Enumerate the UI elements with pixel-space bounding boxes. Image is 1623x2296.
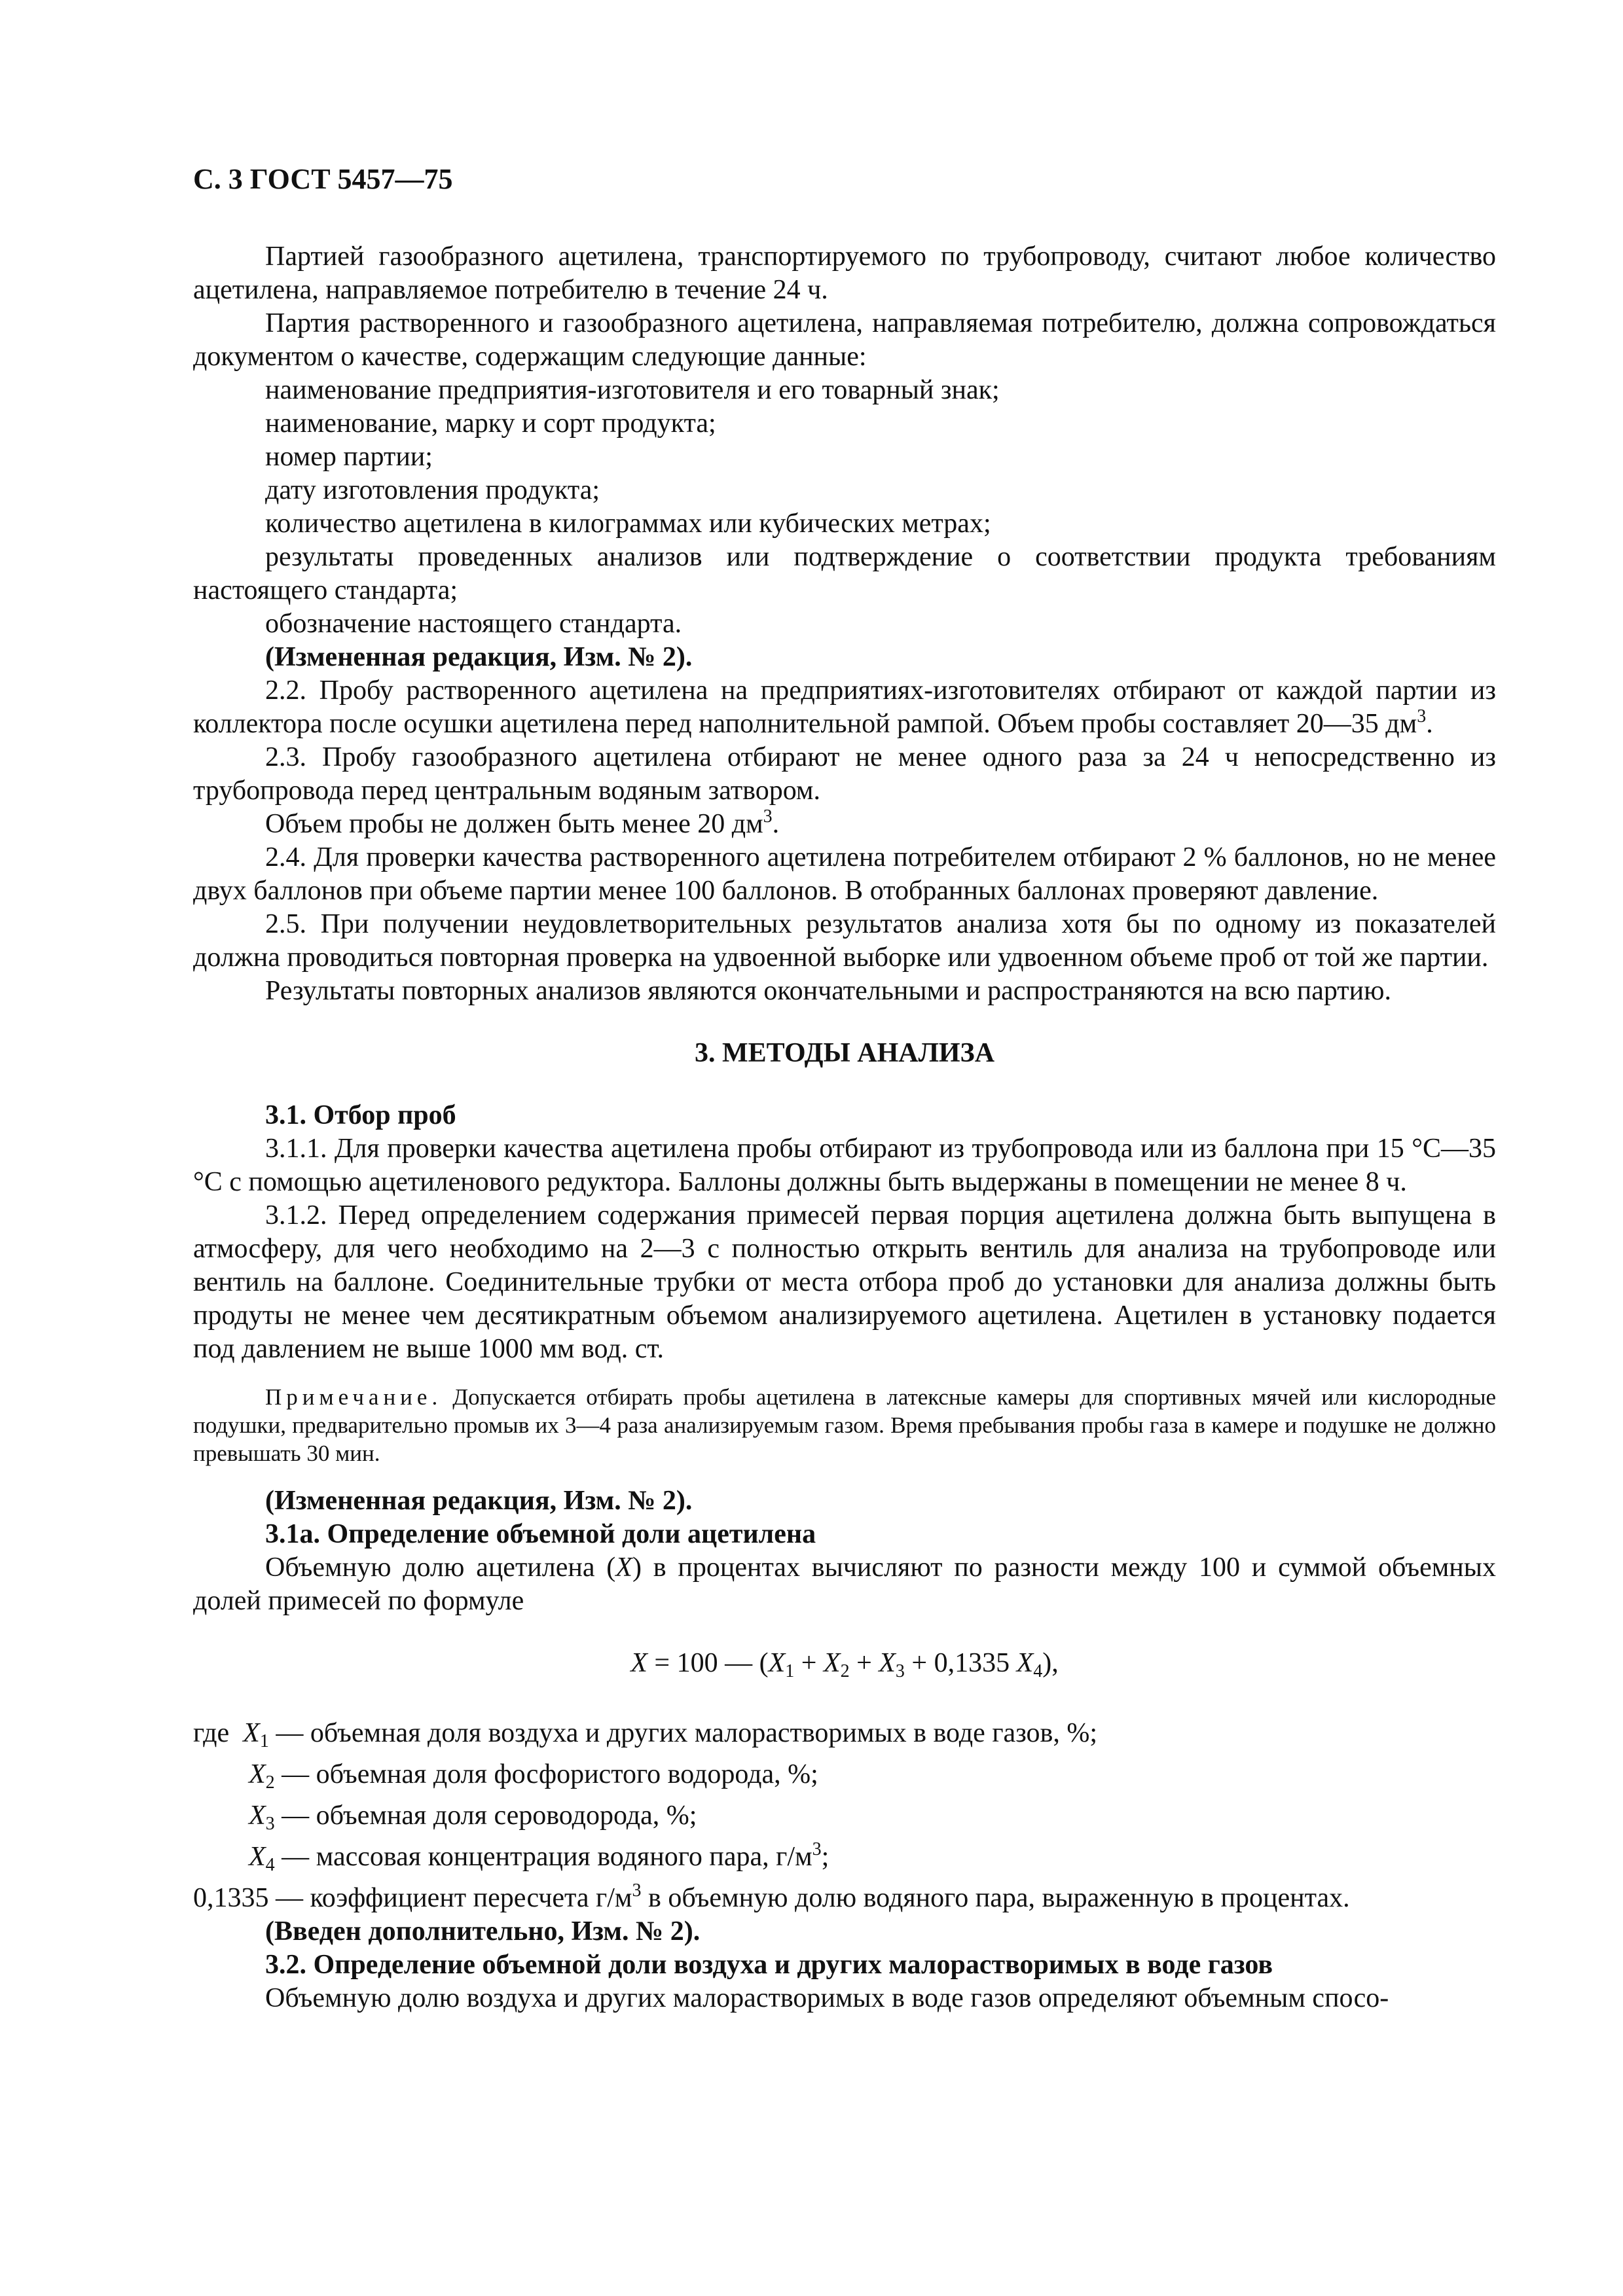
- list-item: дату изготовления продукта;: [265, 475, 600, 505]
- page-header: С. 3 ГОСТ 5457—75: [193, 163, 453, 195]
- paragraph-3-1-1: 3.1.1. Для проверки качества ацетилена пробы отбирают из трубопровода или из баллона при 15 °С—35 °С с помощью ацетиленового редуктора. Баллоны должны быть выдержаны в помещении не менее 8 ч.: [193, 1134, 1496, 1197]
- paragraph-3-2: Объемную долю воздуха и других малорастворимых в воде газов определяют объемным спосо-: [265, 1983, 1389, 2013]
- subsection-heading-3-1: 3.1. Отбор проб: [265, 1100, 456, 1130]
- paragraph-batch-document: Партия растворенного и газообразного ацетилена, направляемая потребителю, должна сопровождаться документом о качестве, содержащим следующие данные:: [193, 308, 1496, 372]
- paragraph-3-1-2: 3.1.2. Перед определением содержания примесей первая порция ацетилена должна быть выпущена в атмосферу, для чего необходимо на 2—3 с полностью открыть вентиль для анализа на трубопроводе или вентиль на баллоне. Соединительные трубки от места отбора проб до установки для анализа должны быть продуты не менее чем десятикратным объемом анализируемого ацетилена. Ацетилен в установку подается под давлением не выше 1000 мм вод. ст.: [193, 1200, 1496, 1364]
- paragraph-2-5: 2.5. При получении неудовлетворительных результатов анализа хотя бы по одному из показателей должна проводиться повторная проверка на удвоенной выборке или удвоенном объеме проб от той же партии.: [193, 909, 1496, 973]
- note-text: Допускается отбирать пробы ацетилена в латексные камеры для спортивных мячей или кислородные подушки, предварительно промыв их 3—4 раза анализируемым газом. Время пребывания пробы газа в камере и подушке не должно превышать 30 мин.: [193, 1384, 1496, 1466]
- section-title: 3. МЕТОДЫ АНАЛИЗА: [694, 1038, 995, 1068]
- paragraph-batch-gaseous: Партией газообразного ацетилена, транспортируемого по трубопроводу, считают любое количество ацетилена, направляемое потребителю в течение 24 ч.: [193, 242, 1496, 305]
- revision-note: (Измененная редакция, Изм. № 2).: [265, 1486, 693, 1516]
- document-body: [193, 240, 1496, 2015]
- paragraph-2-3-volume: Объем пробы не должен быть менее 20 $дм^3$.: [265, 806, 780, 839]
- subsection-heading-3-1a: 3.1а. Определение объемной доли ацетилена: [265, 1519, 816, 1549]
- list-item: количество ацетилена в килограммах или кубических метрах;: [265, 509, 991, 539]
- paragraph-2-4: 2.4. Для проверки качества растворенного ацетилена потребителем отбирают 2 % баллонов, но не менее двух баллонов при объеме партии менее 100 баллонов. В отобранных баллонах проверяют давление.: [193, 842, 1496, 906]
- coefficient-definition: 0,1335 — коэффициент пересчета $г/м^3$ в объемную долю водяного пара, выраженную в процентах.: [193, 1880, 1350, 1913]
- definition-row: $X_3$ — объемная доля сероводорода, %;: [249, 1801, 697, 1834]
- revision-note: (Введен дополнительно, Изм. № 2).: [265, 1916, 701, 1946]
- paragraph-2-3: 2.3. Пробу газообразного ацетилена отбирают не менее одного раза за 24 ч непосредственно из трубопровода перед центральным водяным затвором.: [193, 742, 1496, 806]
- list-item: результаты проведенных анализов или подтверждение о соответствии продукта требованиям настоящего стандарта;: [193, 542, 1496, 605]
- paragraph-2-2: 2.2. Пробу растворенного ацетилена на предприятиях-изготовителях отбирают от каждой партии из коллектора после осушки ацетилена перед наполнительной рампой. Объем пробы составляет 20—35 $дм^3$.: [193, 675, 1496, 739]
- list-item: наименование, марку и сорт продукта;: [265, 408, 716, 439]
- definition-row: где $X_1$ — объемная доля воздуха и других малорастворимых в воде газов, %;: [193, 1718, 1098, 1751]
- list-item: номер партии;: [265, 442, 433, 472]
- definition-row: $X_4$ — массовая концентрация водяного пара, $г/м^3$;: [249, 1839, 830, 1875]
- paragraph-3-1a: Объемную долю ацетилена (X) в процентах вычисляют по разности между 100 и суммой объемных долей примесей по формуле: [193, 1552, 1496, 1616]
- revision-note: (Измененная редакция, Изм. № 2).: [265, 642, 693, 672]
- paragraph-2-5-results: Результаты повторных анализов являются окончательными и распространяются на всю партию.: [265, 976, 1392, 1006]
- definition-row: $X_2$ — объемная доля фосфористого водорода, %;: [249, 1759, 818, 1793]
- formula: X = 100 — ($X_1 + X_2 + X_3 + 0,1335$ $X_4$),: [630, 1648, 1059, 1681]
- note: [193, 1383, 1496, 1467]
- list-item: наименование предприятия-изготовителя и его товарный знак;: [265, 375, 1000, 405]
- subsection-heading-3-2: 3.2. Определение объемной доли воздуха и других малорастворимых в воде газов: [265, 1950, 1273, 1980]
- list-item: обозначение настоящего стандарта.: [265, 609, 682, 639]
- note-label: Примечание.: [265, 1384, 443, 1410]
